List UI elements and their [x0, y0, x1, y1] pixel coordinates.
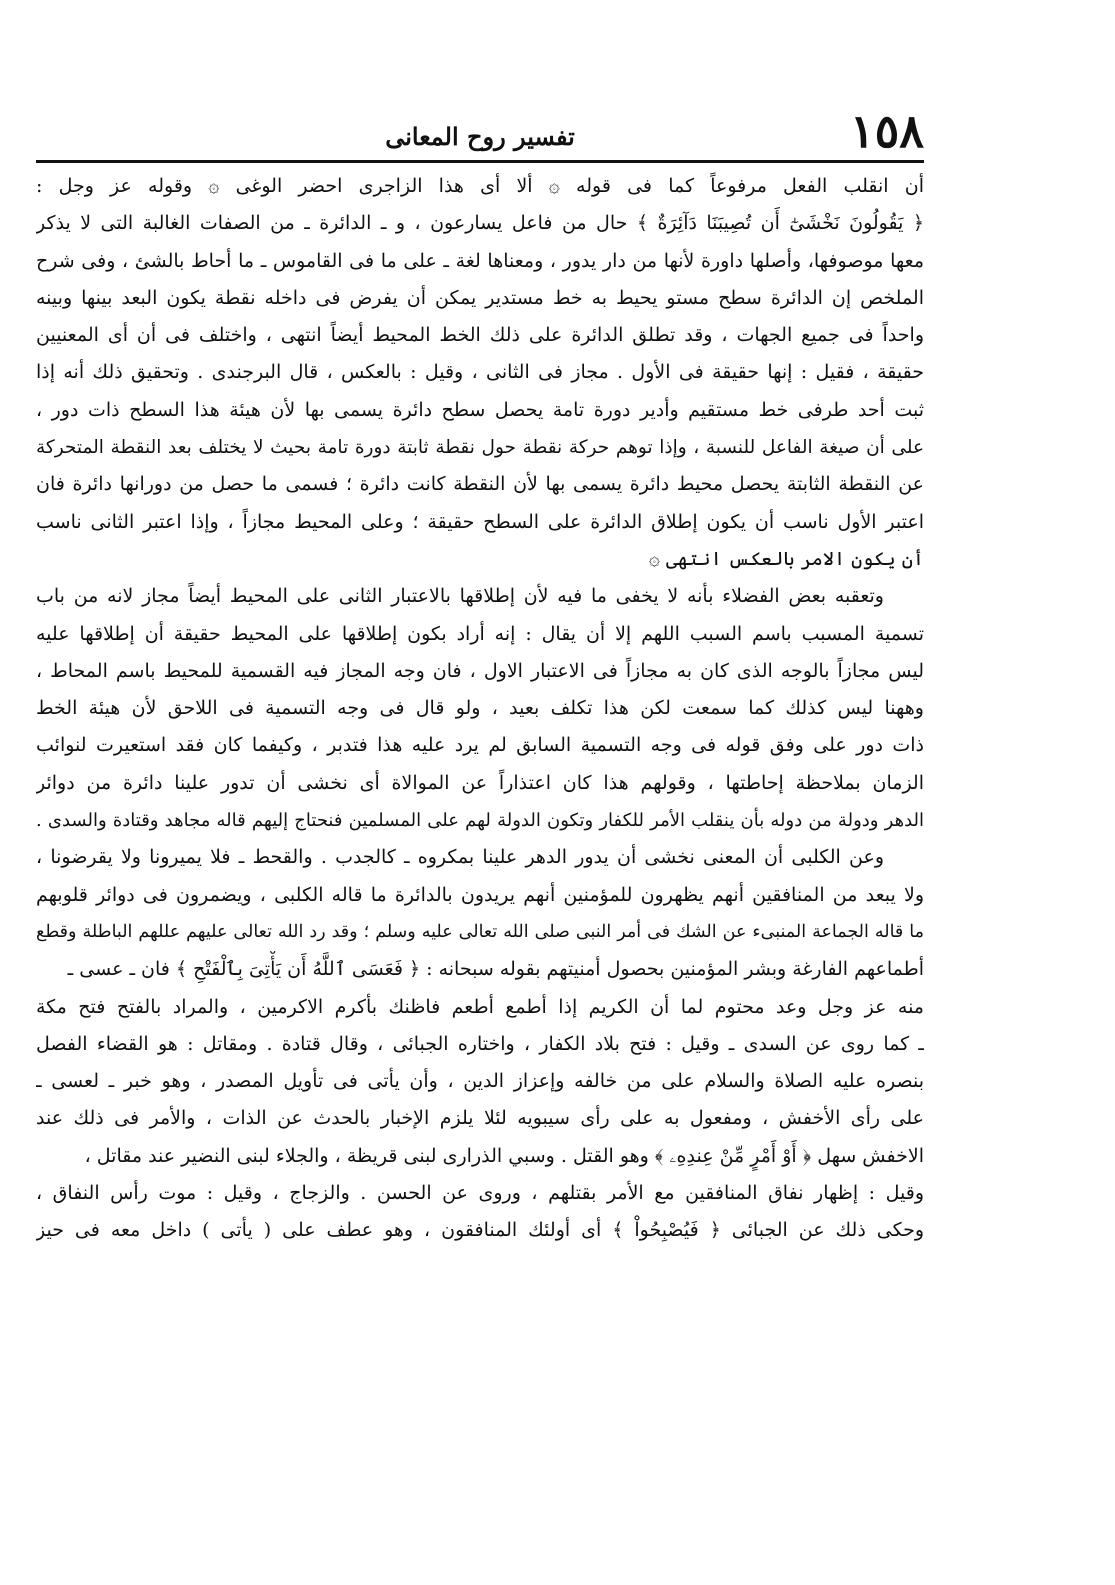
- text-line: ذات دور على وفق قوله فى وجه التسمية السابق لم يرد عليه هذا فتدبر ، وكيفما كان فقد استعيرت لنوائب: [36, 734, 924, 757]
- page-header: [36, 104, 924, 160]
- text-line: الملخص إن الدائرة سطح مستو يحيط به خط مستدير يمكن أن يفرض فى داخله نقطة يكون البعد بينها وبينه: [36, 286, 924, 309]
- text-line: ﴿ يَقُولُونَ نَخْشَىٰٓ أَن تُصِيبَنَا دَآئِرَةٌ ﴾ حال من فاعل يسارعون ، و ـ الدائرة ـ من الصفات الغالبة التى لا يذكر: [36, 212, 924, 235]
- header-rule: [36, 160, 924, 163]
- text-line: أطماعهم الفارغة وبشر المؤمنين بحصول أمنيتهم بقوله سبحانه : ﴿ فَعَسَى ٱللَّهُ أَن يَأْتِىَ بِٱلْفَتْحِ ﴾ فان ـ عسى ـ: [67, 958, 924, 981]
- page-number: ١٥٨: [849, 104, 924, 158]
- text-line: على أن صيغة الفاعل للنسبة ، وإذا توهم حركة نقطة حول نقطة ثابتة دورة تامة بحيث لا يختلف بعد النقطة المتحركة: [36, 437, 924, 459]
- text-line: واحداً فى جميع الجهات ، وقد تطلق الدائرة على ذلك الخط المحيط أيضاً انتهى ، واختلف فى أن أى المعنيين: [36, 324, 924, 347]
- text-line: وقيل : إظهار نفاق المنافقين مع الأمر بقتلهم ، وروى عن الحسن . والزجاج ، وقيل : موت رأس النفاق ،: [36, 1182, 924, 1205]
- text-line: ليس مجازاً بالوجه الذى كان به مجازاً فى الاعتبار الاول ، فان وجه المجاز فيه القسمية للمحيط باسم المحاط ،: [36, 659, 924, 682]
- text-line: وتعقبه بعض الفضلاء بأنه لا يخفى ما فيه لأن إطلاقها بالاعتبار الثانى على المحيط أيضاً مجاز لانه من باب: [36, 585, 884, 608]
- text-line: وحكى ذلك عن الجبائى ﴿ فَيُصْبِحُواْ ﴾ أى أولئك المنافقون ، وهو عطف على ( يأتى ) داخل معه فى حيز: [36, 1219, 924, 1242]
- text-line: معها موصوفها، وأصلها داورة لأنها من دار يدور ، ومعناها لغة ـ على ما فى القاموس ـ ما أحاط بالشئ ، وفى شرح: [36, 249, 924, 272]
- text-line: حقيقة ، فقيل : إنها حقيقة فى الأول . مجاز فى الثانى ، وقيل : بالعكس ، قال البرجندى . وتحقيق ذلك أنه إذا: [36, 361, 924, 384]
- text-line: الدهر ودولة من دوله بأن ينقلب الأمر للكفار وتكون الدولة لهم على المسلمين فنحتاج إليهم قاله مجاهد وقتادة والسدى .: [36, 810, 924, 832]
- text-line: اعتبر الأول ناسب أن يكون إطلاق الدائرة على السطح حقيقة ؛ وعلى المحيط مجازاً ، وإذا اعتبر الثانى ناسب: [36, 510, 924, 533]
- text-line: تسمية المسبب باسم السبب اللهم إلا أن يقال : إنه أراد بكون إطلاقها على المحيط حقيقة أن إطلاقها عليه: [36, 622, 924, 645]
- text-line: على رأى الأخفش ، ومفعول به على رأى سيبويه لئلا يلزم الإخبار بالحدث عن الذات ، والأمر فى ذلك عند: [36, 1107, 924, 1130]
- text-line: ثبت أحد طرفى خط مستقيم وأدير دورة تامة يحصل سطح دائرة يسمى بها لأن هيئة هذا السطح ذات دور ،: [36, 398, 924, 421]
- text-line: الزمان بملاحظة إحاطتها ، وقولهم هذا كان اعتذاراً عن الموالاة أى نخشى أن تدور علينا دائرة من دوائر: [36, 771, 924, 794]
- text-line: منه عز وجل وعد محتوم لما أن الكريم إذا أطمع أطعم فاظنك بأكرم الاكرمين ، والمراد بالفتح فتح مكة: [36, 995, 924, 1018]
- text-line: ما قاله الجماعة المنبىء عن الشك فى أمر النبى صلى الله تعالى عليه وسلم ؛ وقد رد الله تعالى عليهم عللهم الباطلة وقطع: [36, 921, 924, 942]
- running-title: تفسير روح المعانى: [385, 122, 575, 151]
- body-text: [36, 168, 924, 1250]
- text-line: بنصره عليه الصلاة والسلام على من خالفه وإعزاز الدين ، وأن يأتى فى تأويل المصدر ، وهو خبر ـ لعسى ـ: [36, 1070, 924, 1093]
- text-line: أن انقلب الفعل مرفوعاً كما فى قوله ۞ ألا أى هذا الزاجرى احضر الوغى ۞ وقوله عز وجل :: [36, 175, 924, 197]
- text-line: وههنا ليس كذلك كما سمعت لكن هذا تكلف بعيد ، ولو قال فى وجه التسمية فى اللاحق لأن هيئة الخط: [36, 697, 924, 720]
- text-line: الاخفش سهل ﴿ أَوْ أَمْرٍ مِّنْ عِندِهِۦ ﴾ وهو القتل . وسبي الذرارى لبنى قريظة ، والجلاء لبنى النضير عند مقاتل ،: [84, 1144, 924, 1167]
- text-line: عن النقطة الثابتة يحصل محيط دائرة يسمى بها لأن النقطة كانت دائرة ؛ فسمى ما حصل من دورانها دائرة فان: [36, 473, 924, 496]
- text-line: ولا يبعد من المنافقين أنهم يظهرون للمؤمنين أنهم يريدون بالدائرة ما قاله الكلبى ، ويضمرون فى دوائر قلوبهم: [36, 883, 924, 906]
- text-line: ـ كما روى عن السدى ـ وقيل : فتح بلاد الكفار ، واختاره الجبائى ، وقال قتادة . ومقاتل : هو القضاء الفصل: [36, 1032, 924, 1055]
- text-line: وعن الكلبى أن المعنى نخشى أن يدور الدهر علينا بمكروه ـ كالجدب . والقحط ـ فلا يميرونا ولا يقرضونا ،: [36, 846, 884, 869]
- text-line: أن يكون الامر بالعكس انتهى ۞: [648, 547, 924, 570]
